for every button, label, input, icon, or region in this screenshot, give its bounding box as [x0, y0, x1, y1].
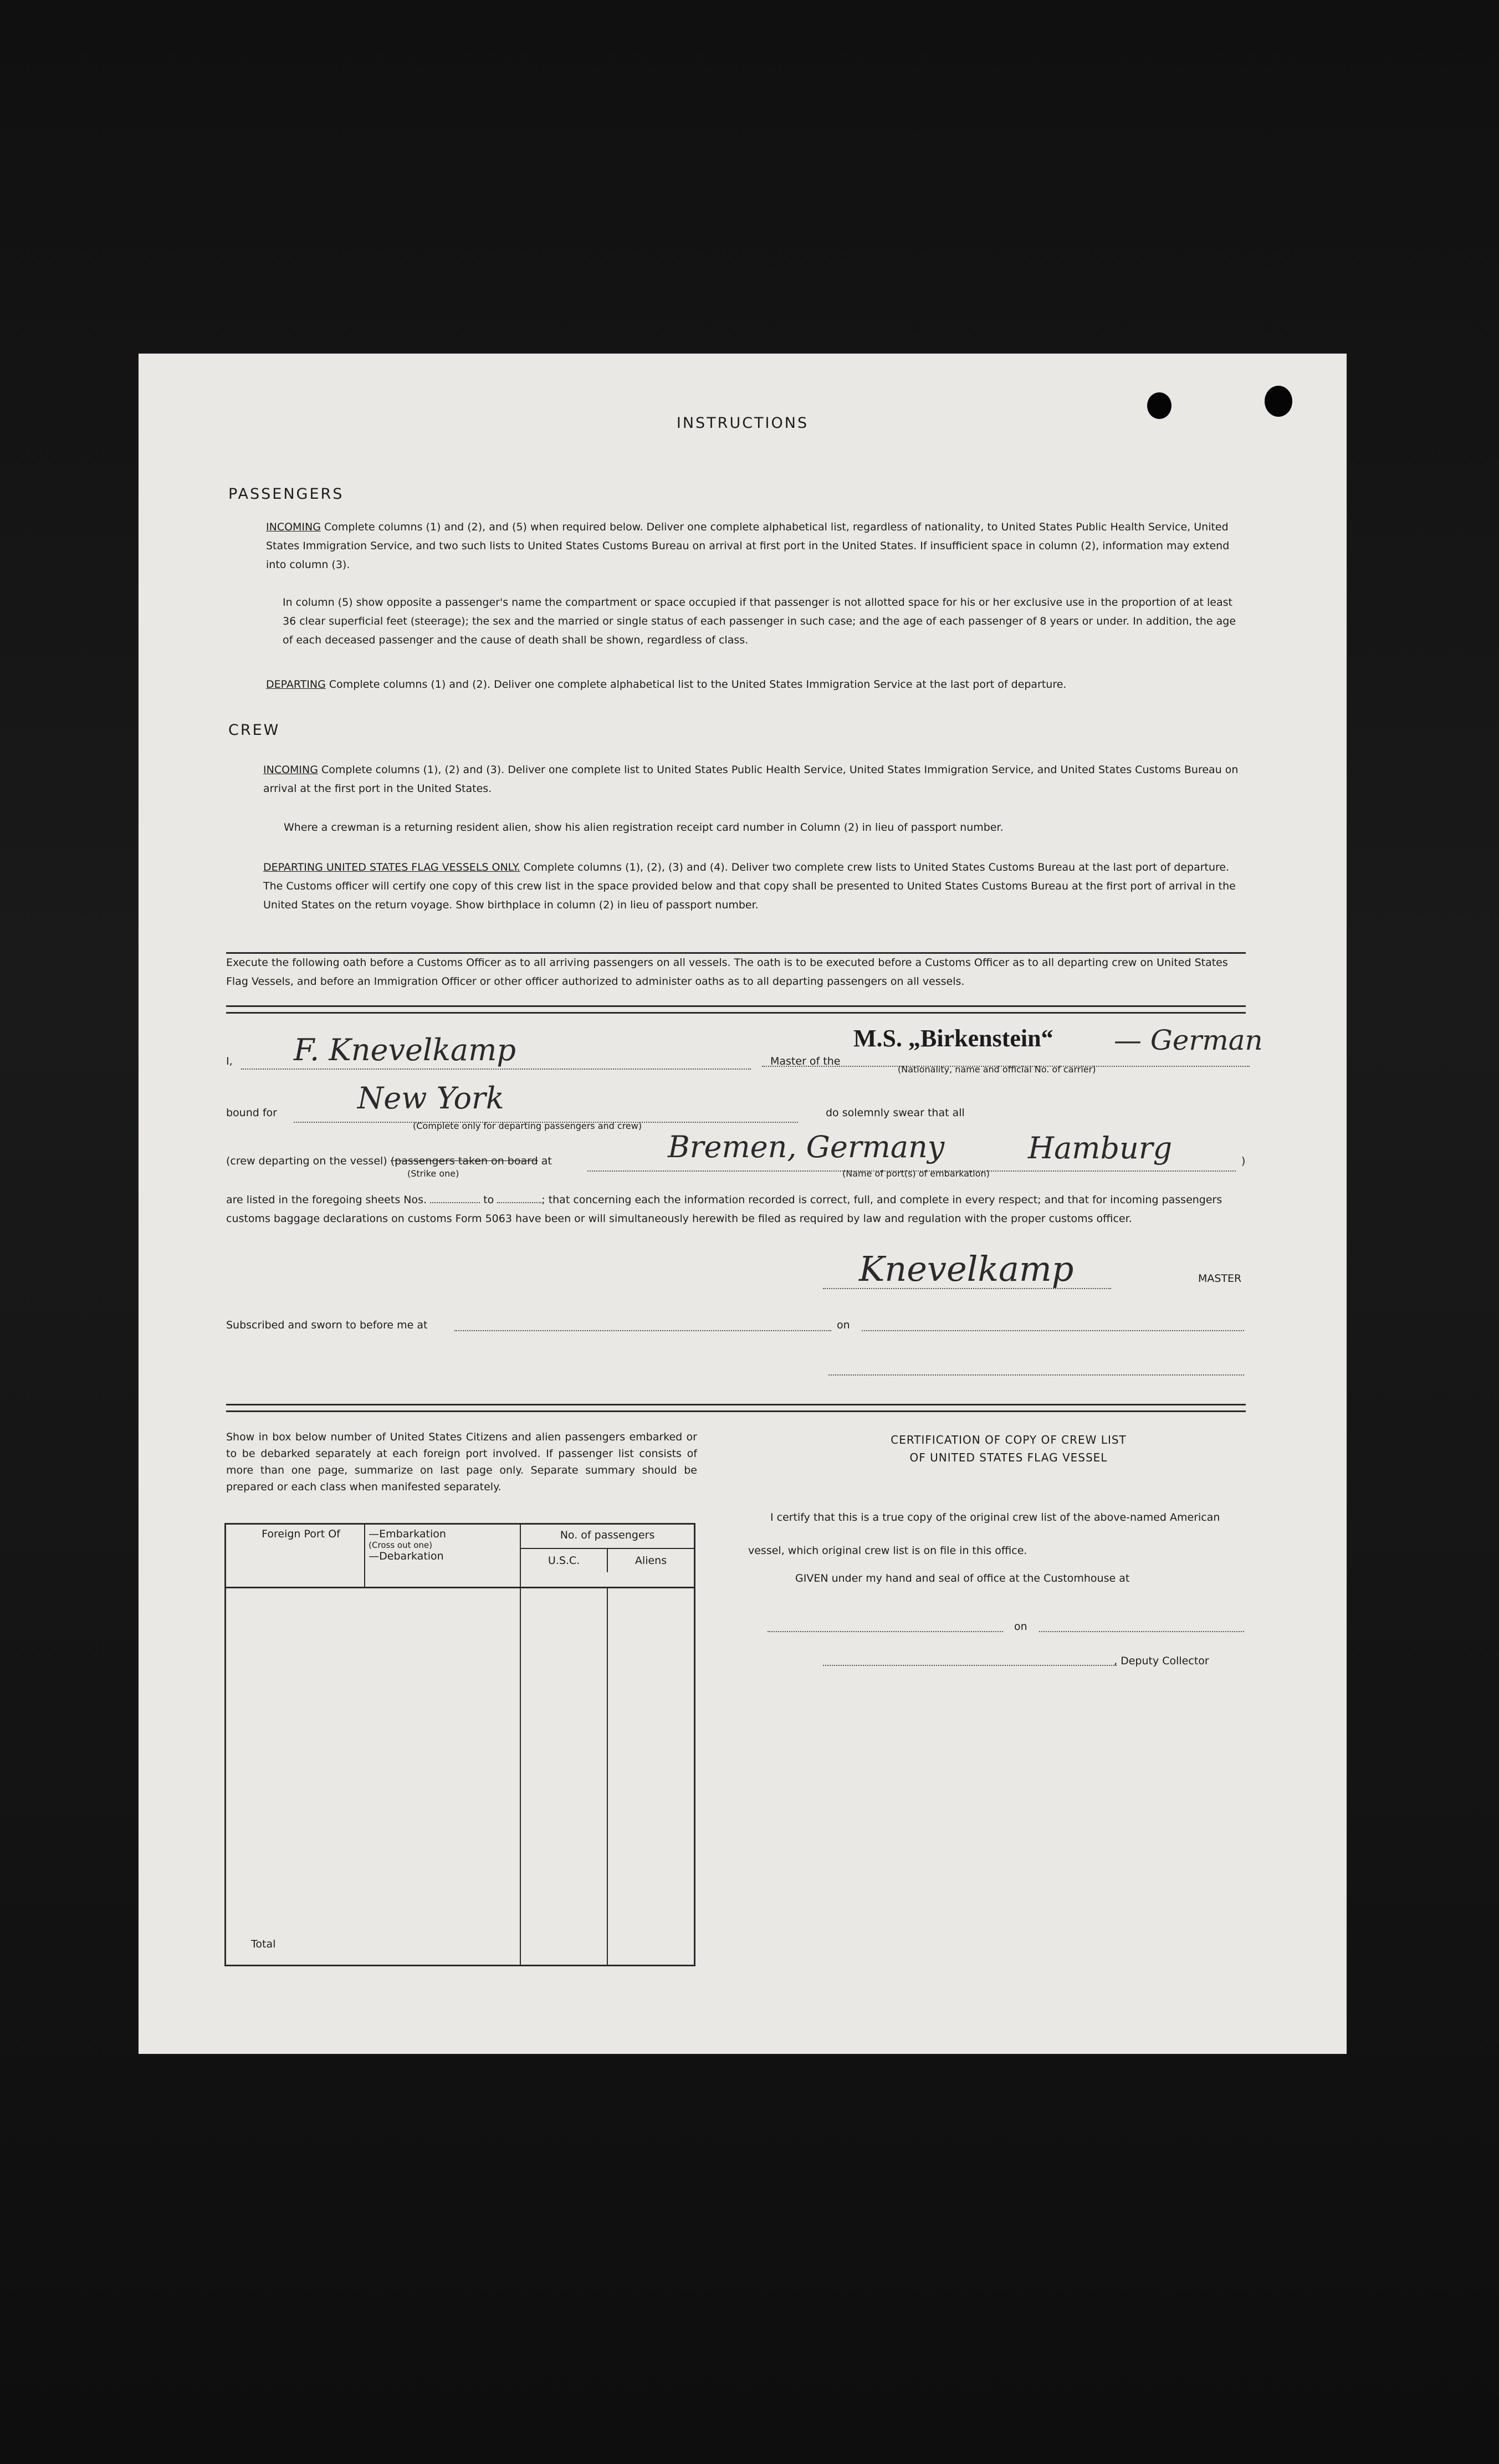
crew-incoming-label: INCOMING: [263, 764, 318, 776]
instructions-title: INSTRUCTIONS: [676, 415, 809, 432]
sheets-to: to: [483, 1194, 494, 1206]
summary-instructions: Show in box below number of United States Citizens and alien passengers embarked or to be debarked separately at each foreign port involved. If passenger list consists of more than one page, summarize on last page only. Separate summary should be prepared or each class when manifested separately.: [226, 1431, 697, 1493]
col-aliens: Aliens: [635, 1555, 667, 1567]
i-label: I,: [226, 1055, 233, 1067]
sheets-text-2: ; that concerning each the information recorded is correct, full, and complete in every respect; and that for incoming passengers customs baggage declarations on customs Form 5063 have been or will simultaneously herewith be filed as required by law and regulation with the proper customs officer.: [226, 1194, 1222, 1225]
divider-2: [226, 1005, 1246, 1007]
crew-heading: CREW: [228, 722, 280, 739]
aliens-cell: [607, 1588, 694, 1966]
passengers-incoming-block: [266, 518, 1241, 574]
master-label: MASTER: [1198, 1272, 1242, 1285]
document-page: [139, 354, 1347, 2054]
sheets-text-1: are listed in the foregoing sheets Nos.: [226, 1194, 427, 1206]
column5-text: In column (5) show opposite a passenger's name the compartment or space occupied if that passenger is not allotted space for his or her exclusive use in the proportion of at least 36 clear superficial feet (steerage); the sex and the married or single status of each passenger in such case; and the age of each passenger of 8 years or under. In addition, the age of each deceased passenger and the cause of death shall be shown, regardless of class.: [283, 596, 1236, 646]
divider-2b: [226, 1012, 1246, 1014]
port-embark-1: Bremen, Germany: [668, 1129, 945, 1164]
vessel-name: M.S. „Birkenstein“: [853, 1025, 1053, 1052]
cert-on-label: on: [1014, 1620, 1027, 1633]
strike-one-caption: (Strike one): [407, 1168, 459, 1179]
departing-label: DEPARTING: [266, 678, 326, 691]
certification-title: CERTIFICATION OF COPY OF CREW LIST OF UNITED STATES FLAG VESSEL: [891, 1433, 1127, 1464]
port-caption: (Name of port(s) of embarkation): [842, 1168, 990, 1179]
bound-for-label: bound for: [226, 1107, 277, 1119]
incoming-text: Complete columns (1) and (2), and (5) when required below. Deliver one complete alphabetical list, regardless of nationality, to United States Public Health Service, United States Immigration Service, and two such lists to United States Customs Bureau on arrival at first port in the United States. If insufficient space in column (2), information may extend into column (3).: [266, 521, 1230, 571]
incoming-label: INCOMING: [266, 521, 321, 533]
col-usc: U.S.C.: [521, 1549, 608, 1572]
master-name: F. Knevelkamp: [294, 1032, 516, 1067]
crew-departing-text: Complete columns (1), (2), (3) and (4). Deliver two complete crew lists to United States Customs Bureau at the last port of departure. The Customs officer will certify one copy of this crew list in the space provided below and that copy shall be presented to United States Customs Bureau at the first port of arrival in the United States on the return voyage. Show birthplace in column (2) in lieu of passport number.: [263, 861, 1236, 911]
passengers-heading: PASSENGERS: [228, 485, 344, 503]
given-text: GIVEN under my hand and seal of office at the Customhouse at: [795, 1572, 1130, 1584]
crew-departing-oath: [226, 1152, 552, 1170]
divider-3b: [226, 1410, 1246, 1412]
punch-hole-right: [1265, 386, 1292, 417]
crew-incoming-text: Complete columns (1), (2) and (3). Deliver one complete list to United States Public Health Service, United States Immigration Service, and United States Customs Bureau on arrival at the first port in the United States.: [263, 764, 1239, 795]
master-of-label: Master of the: [770, 1055, 841, 1067]
destination: New York: [357, 1081, 504, 1116]
sheets-paragraph: [226, 1190, 1246, 1228]
col-no-passengers: No. of passengers U.S.C. Aliens: [520, 1524, 694, 1588]
sworn-on-label: on: [837, 1319, 850, 1331]
usc-cell: [520, 1588, 607, 1966]
total-label: Total: [251, 1938, 276, 1950]
vessel-caption: (Nationality, name and official No. of carrier): [898, 1064, 1096, 1075]
passenger-summary-table: [224, 1523, 695, 1966]
col-port: Foreign Port Of: [226, 1524, 365, 1588]
crew-departing-block: [263, 858, 1244, 914]
port-embark-2: Hamburg: [1028, 1131, 1173, 1165]
oath-intro: Execute the following oath before a Customs Officer as to all arriving passengers on all vessels. The oath is to be executed before a Customs Officer as to all departing crew on United States Flag Vessels, and before an Immigration Officer or other officer authorized to administer oaths as to all departing passengers on all vessels.: [226, 957, 1228, 988]
crew-departing-label: (crew departing on the vessel): [226, 1155, 387, 1167]
passengers-departing-block: [266, 675, 1241, 694]
subscribed-label: Subscribed and sworn to before me at: [226, 1319, 428, 1331]
ports-cell: [226, 1588, 521, 1966]
master-signature: Knevelkamp: [859, 1249, 1074, 1289]
destination-caption: (Complete only for departing passengers and crew): [413, 1121, 642, 1131]
crew-resident-text: Where a crewman is a returning resident alien, show his alien registration receipt card number in Column (2) in lieu of passport number.: [284, 821, 1004, 834]
deputy-label: , Deputy Collector: [1114, 1655, 1209, 1667]
crew-departing-label: DEPARTING UNITED STATES FLAG VESSELS ONLY.: [263, 861, 520, 873]
certify-text: I certify that this is a true copy of the original crew list of the above-named American vessel, which original crew list is on file in this office.: [748, 1511, 1220, 1557]
divider-3: [226, 1404, 1246, 1405]
at-label: at: [541, 1155, 552, 1167]
col-embark-debark: —Embarkation (Cross out one) —Debarkation: [365, 1524, 520, 1588]
swear-text: do solemnly swear that all: [826, 1107, 965, 1119]
close-paren: ): [1241, 1155, 1246, 1167]
passengers-struck: (passengers taken on board: [390, 1155, 538, 1167]
crew-incoming-block: [263, 760, 1244, 798]
departing-text: Complete columns (1) and (2). Deliver one complete alphabetical list to the United States Immigration Service at the last port of departure.: [329, 678, 1067, 691]
vessel-nationality: — German: [1114, 1024, 1263, 1056]
